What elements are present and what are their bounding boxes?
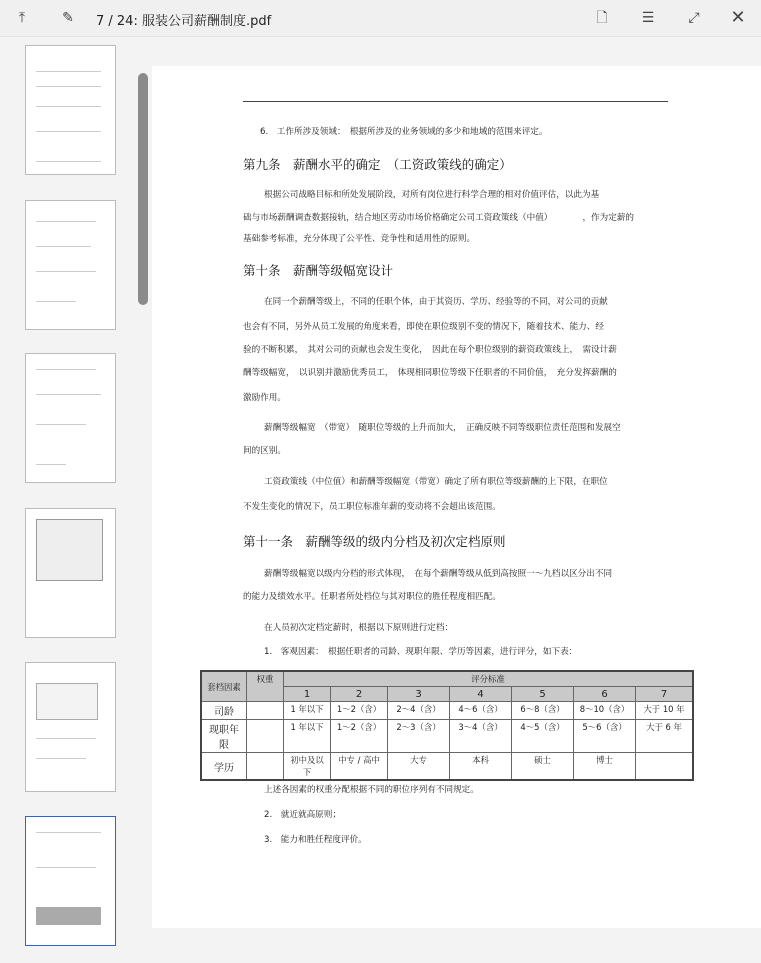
table-cell: 5～6（含） (574, 720, 636, 753)
text-line: 也会有不同，另外从员工发展的角度来看，即使在职位级别不变的情况下，随着技术、能力、经 (243, 322, 604, 332)
close-icon[interactable]: ✕ (730, 7, 746, 28)
table-cell: 中专 / 高中 (331, 753, 388, 781)
table-cell: 大于 6 年 (636, 720, 694, 753)
page-thumbnail[interactable] (25, 508, 116, 638)
scoring-table (200, 670, 694, 781)
text-line: 在同一个薪酬等级上，不同的任职个体，由于其资历、学历、经验等的不同，对公司的贡献 (264, 297, 608, 307)
text-line: 础与市场薪酬调查数据接轨，结合地区劳动市场价格确定公司工资政策线（中值） ，作为定薪的 (243, 213, 635, 223)
table-row (201, 702, 693, 720)
level-header: 6 (574, 687, 636, 702)
text-line: 薪酬等级幅宽 （带宽） 随职位等级的上升而加大， 正确反映不同等级职位责任范围和发展空 (264, 423, 621, 433)
table-cell: 大于 10 年 (636, 702, 694, 720)
thumbnail-sidebar (0, 37, 135, 963)
sidebar-scrollbar[interactable] (138, 73, 148, 305)
row-label: 学历 (201, 753, 247, 781)
table-cell: 1 年以下 (284, 702, 331, 720)
table-cell: 4～6（含） (450, 702, 512, 720)
pin-icon[interactable]: ✎ (62, 10, 74, 26)
text-line: 验的不断积累， 其对公司的贡献也会发生变化， 因此在每个职位级别的薪资政策线上， 需设计薪 (243, 345, 617, 355)
section-heading: 第十一条 薪酬等级的级内分档及初次定档原则 (243, 534, 506, 549)
weight-cell (247, 720, 284, 753)
weight-cell (247, 702, 284, 720)
table-cell: 2～3（含） (388, 720, 450, 753)
text-line: 3. 能力和胜任程度评价。 (264, 835, 367, 845)
text-line: 酬等级幅宽， 以识别并激励优秀员工， 体现相同职位等级下任职者的不同价值， 充分发挥薪酬的 (243, 368, 617, 378)
table-header: 评分标准 (284, 671, 694, 687)
header-rule (243, 101, 668, 102)
text-line: 间的区别。 (243, 446, 286, 456)
text-line: 基础参考标准，充分体现了公平性、竞争性和适用性的原则。 (243, 234, 476, 244)
text-line: 激励作用。 (243, 393, 286, 403)
page-thumbnail[interactable] (25, 200, 116, 330)
text-line: 的能力及绩效水平。任职者所处档位与其对职位的胜任程度相匹配。 (243, 592, 501, 602)
toolbar (0, 0, 761, 37)
page-thumbnail-current[interactable] (25, 816, 116, 946)
page-view-icon[interactable]: 🗋 (596, 10, 608, 26)
text-line: 不发生变化的情况下，员工职位标准年薪的变动将不会超出该范围。 (243, 502, 501, 512)
table-cell: 1～2（含） (331, 702, 388, 720)
weight-cell (247, 753, 284, 781)
table-cell (636, 753, 694, 781)
level-header: 2 (331, 687, 388, 702)
table-cell: 3～4（含） (450, 720, 512, 753)
table-row (201, 720, 693, 753)
page-thumbnail[interactable] (25, 45, 116, 175)
page-thumbnail[interactable] (25, 662, 116, 792)
pdf-page (152, 66, 761, 928)
document-title: 7 / 24: 服装公司薪酬制度.pdf (96, 14, 272, 29)
scroll-top-icon[interactable]: ⤒ (18, 10, 26, 26)
expand-icon[interactable]: ⤢ (688, 10, 700, 26)
table-cell: 大专 (388, 753, 450, 781)
section-heading: 第九条 薪酬水平的确定 （工资政策线的确定） (243, 157, 512, 172)
table-header: 权重 (247, 671, 284, 702)
table-row (201, 753, 693, 781)
row-label: 现职年限 (201, 720, 247, 753)
row-label: 司龄 (201, 702, 247, 720)
level-header: 4 (450, 687, 512, 702)
table-header: 套档因素 (201, 671, 247, 702)
table-cell: 4～5（含） (512, 720, 574, 753)
outline-icon[interactable]: ☰ (641, 10, 655, 26)
table-cell: 6～8（含） (512, 702, 574, 720)
level-header: 7 (636, 687, 694, 702)
level-header: 5 (512, 687, 574, 702)
text-line: 上述各因素的权重分配根据不同的职位序列有不同规定。 (264, 785, 479, 795)
level-header: 3 (388, 687, 450, 702)
table-cell: 博士 (574, 753, 636, 781)
table-cell: 初中及以下 (284, 753, 331, 781)
table-cell: 1 年以下 (284, 720, 331, 753)
table-cell: 8～10（含） (574, 702, 636, 720)
table-cell: 1～2（含） (331, 720, 388, 753)
page-thumbnail[interactable] (25, 353, 116, 483)
section-heading: 第十条 薪酬等级幅宽设计 (243, 263, 394, 278)
text-line: 在人员初次定档定薪时，根据以下原则进行定档： (264, 623, 454, 633)
level-header: 1 (284, 687, 331, 702)
table-cell: 2～4（含） (388, 702, 450, 720)
text-line: 1. 客观因素： 根据任职者的司龄、现职年限、学历等因素，进行评分，如下表： (264, 647, 578, 657)
text-line: 薪酬等级幅宽以级内分档的形式体现， 在每个薪酬等级从低到高按照一～九档以区分出不同 (264, 569, 613, 579)
table-cell: 本科 (450, 753, 512, 781)
text-line: 根据公司战略目标和所处发展阶段，对所有岗位进行科学合理的相对价值评估，以此为基 (264, 190, 600, 200)
text-line: 2. 就近就高原则； (264, 810, 341, 820)
table-cell: 硕士 (512, 753, 574, 781)
text-line: 工资政策线（中位值）和薪酬等级幅宽（带宽）确定了所有职位等级薪酬的上下限，在职位 (264, 477, 608, 487)
text-line: 6. 工作所涉及领域： 根据所涉及的业务领域的多少和地域的范围来评定。 (260, 127, 548, 137)
